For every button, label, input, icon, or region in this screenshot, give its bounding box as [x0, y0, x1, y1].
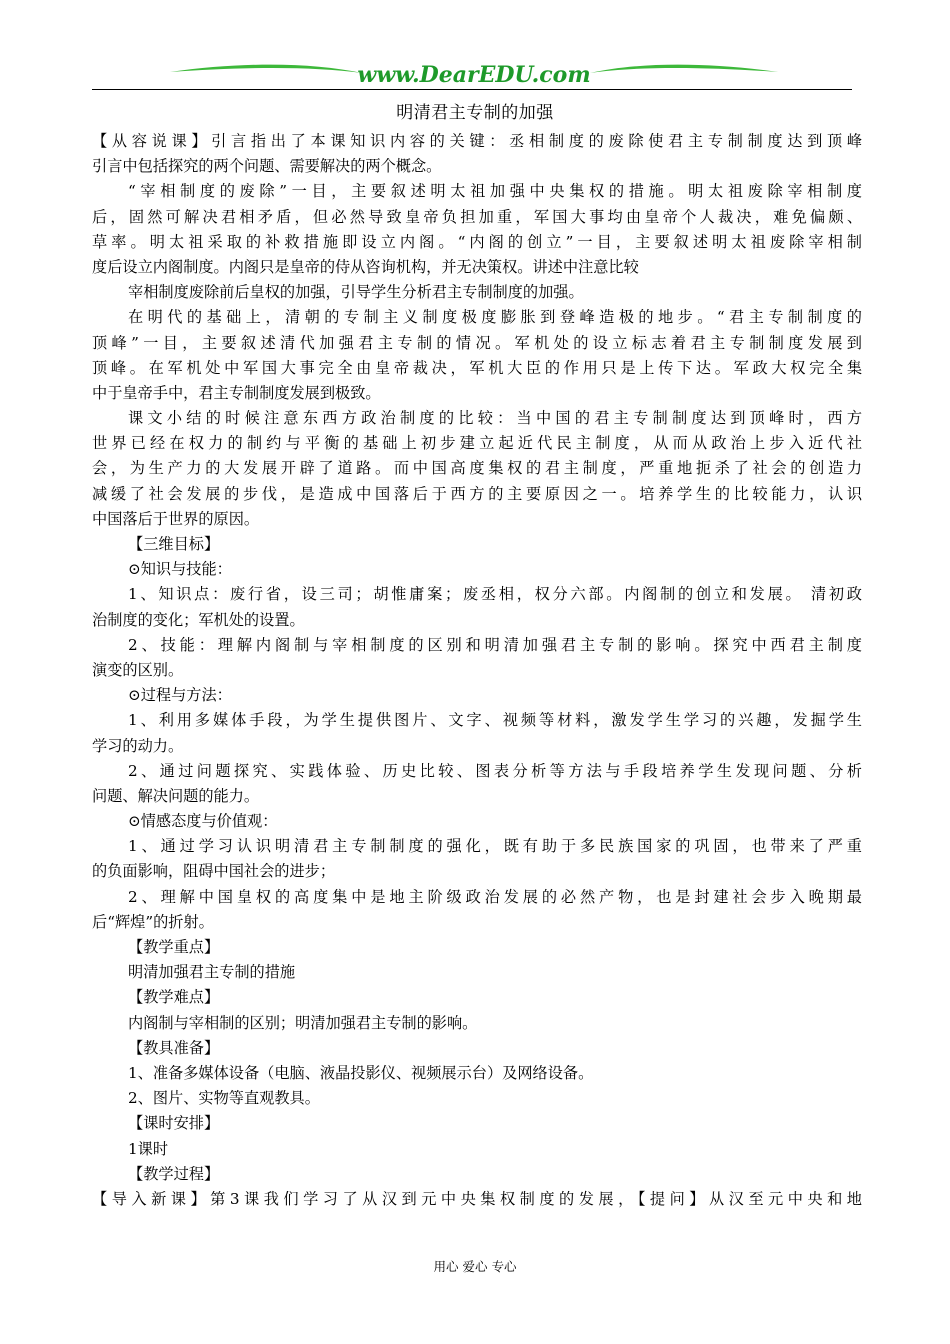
text-line: 后“辉煌”的折射。 — [92, 912, 214, 931]
text-line: 顶峰”一目，主要叙述清代加强君主专制的情况。军机处的设立标志着君主专制制度发展到 — [92, 333, 862, 352]
text-line: 宰相制度废除前后皇权的加强，引导学生分析君主专制制度的加强。 — [128, 283, 584, 302]
text-line: 1、通过学习认识明清君主专制制度的强化，既有助于多民族国家的巩固，也带来了严重 — [128, 837, 862, 856]
subsection-heading: ⊙情感态度与价值观： — [128, 812, 278, 831]
text-line: 世界已经在权力的制约与平衡的基础上初步建立起近代民主制度，从而从政治上步入近代社 — [92, 434, 862, 453]
header-rule — [92, 89, 852, 90]
text-line: 中国落后于世界的原因。 — [92, 509, 260, 528]
text-line: 【从容说课】引言指出了本课知识内容的关键：丞相制度的废除使君主专制制度达到顶峰 — [92, 132, 862, 150]
right-swoosh — [590, 65, 778, 73]
text-line: 2、理解中国皇权的高度集中是地主阶级政治发展的必然产物，也是封建社会步入晚期最 — [128, 887, 862, 906]
document-body — [92, 129, 862, 1212]
text-line: 演变的区别。 — [92, 660, 184, 679]
text-line: 【导入新课】第3课我们学习了从汉到元中央集权制度的发展，【提问】从汉至元中央和地 — [92, 1189, 862, 1208]
text-line: 1、知识点：废行省，设三司；胡惟庸案；废丞相，权分六部。内阁制的创立和发展。 清初政 — [128, 585, 862, 604]
text-line: 顶峰。在军机处中军国大事完全由皇帝裁决，军机大臣的作用只是上传下达。军政大权完全集 — [92, 358, 862, 377]
site-logo: www.DearEDU.com — [357, 62, 591, 88]
subsection-heading: ⊙过程与方法： — [128, 686, 232, 705]
left-swoosh — [170, 65, 362, 73]
text-line: 中于皇帝手中，君主专制制度发展到极致。 — [92, 383, 381, 402]
text-line: 会，为生产力的大发展开辟了道路。而中国高度集权的君主制度，严重地扼杀了社会的创造力 — [92, 459, 862, 478]
text-line: 学习的动力。 — [92, 736, 184, 755]
text-line: “宰相制度的废除”一目，主要叙述明太祖加强中央集权的措施。明太祖废除宰相制度 — [128, 182, 862, 201]
text-line: 2、技能：理解内阁制与宰相制度的区别和明清加强君主专制的影响。探究中西君主制度 — [128, 635, 862, 654]
text-line: 治制度的变化；军机处的设置。 — [92, 610, 305, 629]
page-footer: 用心 爱心 专心 — [433, 1259, 517, 1274]
text-line: 1、准备多媒体设备（电脑、液晶投影仪、视频展示台）及网络设备。 — [128, 1063, 594, 1082]
document-title: 明清君主专制的加强 — [396, 103, 554, 123]
section-heading: 【教学难点】 — [128, 988, 220, 1007]
text-line: 2、通过问题探究、实践体验、历史比较、图表分析等方法与手段培养学生发现问题、分析 — [128, 761, 862, 780]
text-line: 课文小结的时候注意东西方政治制度的比较：当中国的君主专制制度达到顶峰时，西方 — [128, 409, 862, 428]
site-banner — [170, 58, 778, 90]
section-heading: 【三维目标】 — [128, 535, 220, 553]
text-line: 减缓了社会发展的步伐，是造成中国落后于西方的主要原因之一。培养学生的比较能力，认识 — [92, 484, 862, 503]
text-line: 2、图片、实物等直观教具。 — [128, 1089, 320, 1108]
text-line: 明清加强君主专制的措施 — [128, 963, 296, 982]
text-line: 引言中包括探究的两个问题、需要解决的两个概念。 — [92, 157, 442, 176]
text-line: 1、利用多媒体手段，为学生提供图片、文字、视频等材料，激发学生学习的兴趣，发掘学生 — [128, 711, 862, 730]
section-heading: 【教具准备】 — [128, 1038, 220, 1057]
text-line: 内阁制与宰相制的区别；明清加强君主专制的影响。 — [128, 1013, 478, 1032]
text-line: 后，固然可解决君相矛盾，但必然导致皇帝负担加重，军国大事均由皇帝个人裁决，难免偏颇、 — [92, 207, 862, 226]
text-line: 在明代的基础上，清朝的专制主义制度极度膨胀到登峰造极的地步。“君主专制制度的 — [128, 308, 862, 327]
section-heading: 【教学重点】 — [128, 938, 220, 956]
text-line: 问题、解决问题的能力。 — [92, 786, 260, 805]
section-heading: 【教学过程】 — [128, 1164, 220, 1183]
text-line: 度后设立内阁制度。内阁只是皇帝的侍从咨询机构，并无决策权。讲述中注意比较 — [92, 257, 639, 276]
subsection-heading: ⊙知识与技能： — [128, 560, 232, 579]
text-line: 草率。明太祖采取的补救措施即设立内阁。“内阁的创立”一目，主要叙述明太祖废除宰相制 — [92, 232, 862, 251]
text-line: 的负面影响，阻碍中国社会的进步； — [92, 862, 335, 881]
text-line: 1课时 — [128, 1139, 169, 1158]
section-heading: 【课时安排】 — [128, 1114, 220, 1133]
